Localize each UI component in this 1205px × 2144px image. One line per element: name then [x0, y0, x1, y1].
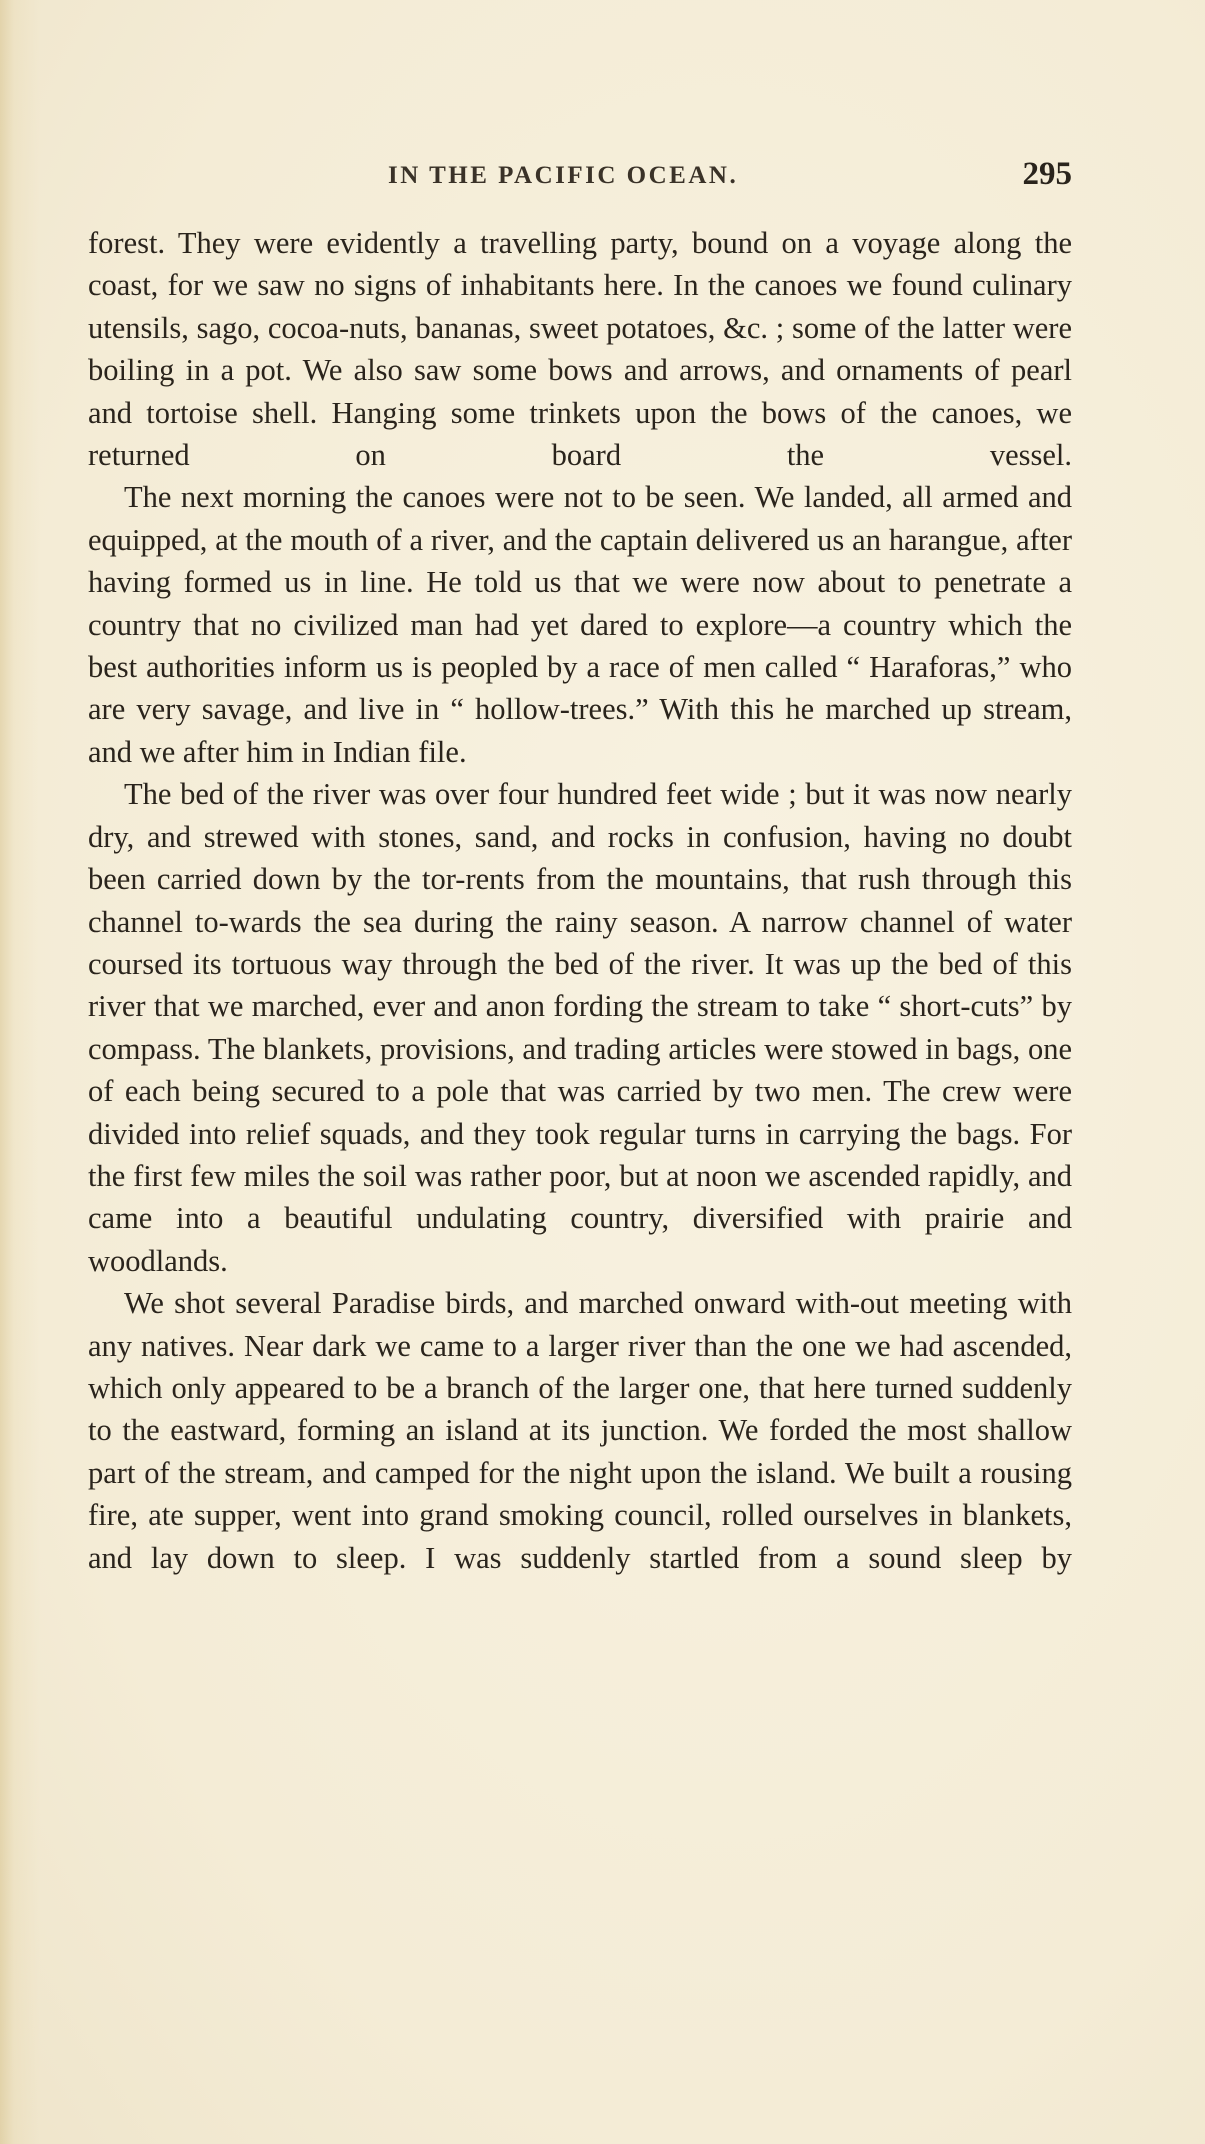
- paragraph-1: forest. They were evidently a travelling party, bound on a voyage along the coast, for we saw no signs of inhabitants here. In the canoes we found culinary utensils, sago, cocoa-nuts, bananas, sweet potatoes, &c. ; some of the latter were boiling in a pot. We also saw some bows and arrows, and ornaments of pearl and tortoise shell. Hanging some trinkets upon the bows of the canoes, we returned on board the vessel.: [88, 226, 1072, 473]
- page-number: 295: [1022, 156, 1072, 192]
- body-text: [88, 222, 1072, 1579]
- running-head: IN THE PACIFIC OCEAN.: [388, 162, 739, 189]
- page-header: [88, 156, 1072, 196]
- paragraph-4: We shot several Paradise birds, and marched onward with-out meeting with any natives. Near dark we came to a larger river than the one we had ascended, which only appeared to be a branch of the larger one, that here turned suddenly to the eastward, forming an island at its junction. We forded the most shallow part of the stream, and camped for the night upon the island. We built a rousing fire, ate supper, went into grand smoking council, rolled ourselves in blankets, and lay down to sleep. I was suddenly startled from a sound sleep by: [88, 1286, 1072, 1575]
- paragraph-2: The next morning the canoes were not to be seen. We landed, all armed and equipped, at the mouth of a river, and the captain delivered us an harangue, after having formed us in line. He told us that we were now about to penetrate a country that no civilized man had yet dared to explore—a country which the best authorities inform us is peopled by a race of men called “ Haraforas,” who are very savage, and live in “ hollow-trees.” With this he marched up stream, and we after him in Indian file.: [88, 480, 1072, 769]
- paragraph-3: The bed of the river was over four hundred feet wide ; but it was now nearly dry, and strewed with stones, sand, and rocks in confusion, having no doubt been carried down by the tor-rents from the mountains, that rush through this channel to-wards the sea during the rainy season. A narrow channel of water coursed its tortuous way through the bed of the river. It was up the bed of this river that we marched, ever and anon fording the stream to take “ short-cuts” by compass. The blankets, provisions, and trading articles were stowed in bags, one of each being secured to a pole that was carried by two men. The crew were divided into relief squads, and they took regular turns in carrying the bags. For the first few miles the soil was rather poor, but at noon we ascended rapidly, and came into a beautiful undulating country, diversified with prairie and woodlands.: [88, 777, 1072, 1278]
